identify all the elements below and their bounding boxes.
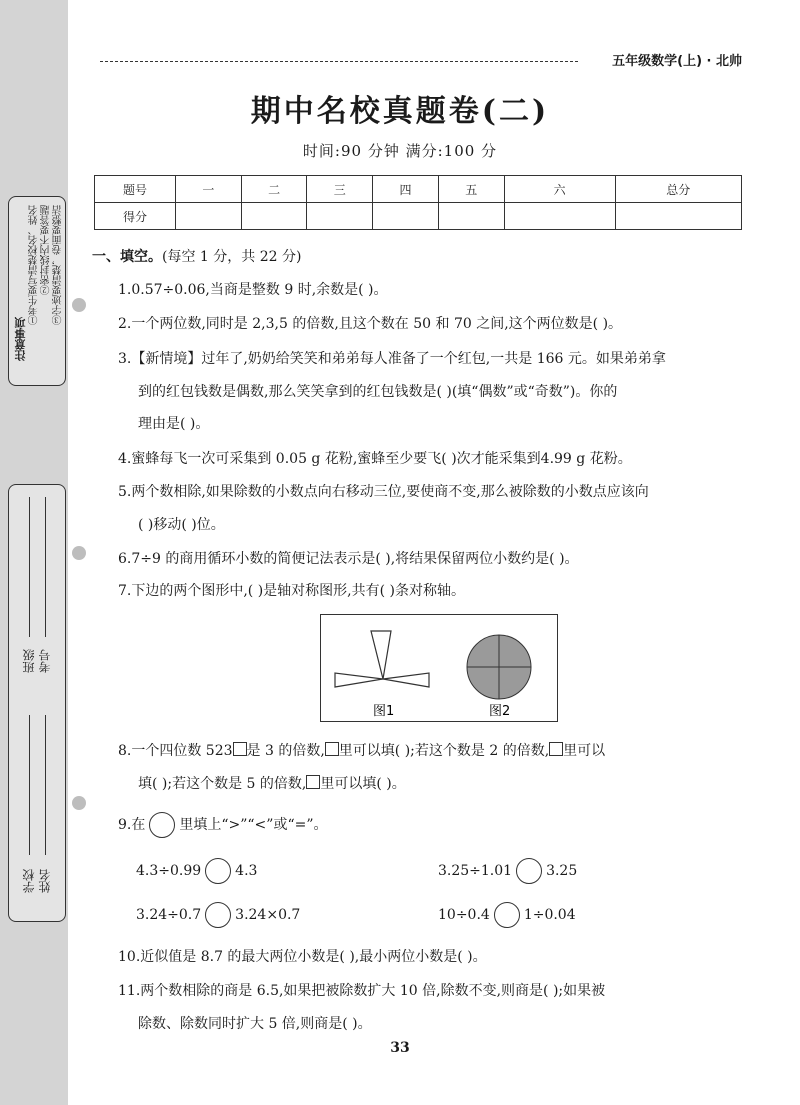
notice-title: 注意事项	[14, 317, 27, 361]
score-cell[interactable]	[176, 203, 242, 230]
answer-circle[interactable]	[205, 858, 231, 884]
q8-text: 里可以填( )。	[320, 776, 406, 792]
comparison-right: 4.3	[235, 863, 258, 879]
answer-circle[interactable]	[516, 858, 542, 884]
binding-hole	[72, 796, 86, 810]
class-line	[29, 497, 30, 637]
table-cell: 得分	[95, 203, 176, 230]
answer-circle[interactable]	[205, 902, 231, 928]
notice-line-2: ②密封线内不要答题	[41, 205, 52, 295]
comparison-right: 1÷0.04	[523, 907, 576, 923]
question-11-line-2: 除数、除数同时扩大 5 倍,则商是( )。	[138, 1016, 372, 1032]
comparison-4	[438, 902, 576, 928]
q9-text: 里填上“>”“<”或“=”。	[179, 817, 328, 833]
page-number: 33	[390, 1040, 410, 1056]
q9-text: 9.在	[118, 817, 146, 833]
section-title: 一、填空。	[92, 249, 162, 265]
blank-square[interactable]	[306, 775, 320, 789]
page-title: 期中名校真题卷(二)	[250, 94, 550, 129]
notice-line-3: ③字迹要清楚，卷面要整洁	[53, 205, 64, 325]
comparison-left: 3.25÷1.01	[438, 863, 513, 879]
table-cell: 六	[504, 176, 615, 203]
name-label: 姓名	[38, 869, 52, 893]
comparison-left: 4.3÷0.99	[136, 863, 202, 879]
question-5-line-2: ( )移动( )位。	[138, 517, 225, 533]
table-cell: 四	[373, 176, 439, 203]
question-10: 10.近似值是 8.7 的最大两位小数是( ),最小两位小数是( )。	[118, 949, 487, 965]
question-3-line-2: 到的红包钱数是偶数,那么笑笑拿到的红包钱数是( )(填“偶数”或“奇数”)。你的	[138, 384, 618, 400]
header-dashed-line	[100, 61, 578, 62]
question-11-line-1: 11.两个数相除的商是 6.5,如果把被除数扩大 10 倍,除数不变,则商是( );如果被	[118, 983, 606, 999]
q8-text: 是 3 的倍数,	[246, 743, 325, 759]
name-line	[45, 715, 46, 855]
q8-text: 里可以	[563, 743, 606, 759]
school-line	[29, 715, 30, 855]
blank-square[interactable]	[233, 742, 247, 756]
notice-line-1: ①考生要写清楚校名、姓名	[29, 205, 40, 325]
comparison-2	[438, 858, 577, 884]
number-label: 考号	[38, 649, 52, 673]
compare-circle	[149, 812, 175, 838]
symmetry-figures	[320, 614, 558, 722]
question-7: 7.下边的两个图形中,( )是轴对称图形,共有( )条对称轴。	[118, 583, 466, 599]
comparison-left: 3.24÷0.7	[136, 907, 202, 923]
question-8-line-2	[138, 773, 406, 793]
section-heading	[92, 246, 301, 266]
question-3-line-3: 理由是( )。	[138, 416, 210, 432]
comparison-right: 3.25	[546, 863, 578, 879]
section-note: (每空 1 分，共 22 分)	[162, 249, 302, 265]
blank-square[interactable]	[549, 742, 563, 756]
binding-hole	[72, 298, 86, 312]
binding-hole	[72, 546, 86, 560]
exam-info: 时间:90 分钟 满分:100 分	[302, 142, 498, 160]
question-1: 1.0.57÷0.06,当商是整数 9 时,余数是( )。	[118, 282, 388, 298]
grade-label: 五年级数学(上) · 北帅	[612, 54, 742, 69]
blank-square[interactable]	[325, 742, 339, 756]
score-cell[interactable]	[504, 203, 615, 230]
notice-box	[8, 196, 66, 386]
question-6: 6.7÷9 的商用循环小数的简便记法表示是( ),将结果保留两位小数约是( )。	[118, 551, 579, 567]
answer-circle[interactable]	[494, 902, 520, 928]
binding-sidebar	[0, 0, 68, 1105]
question-8-line-1	[118, 740, 605, 760]
number-line	[45, 497, 46, 637]
question-5-line-1: 5.两个数相除,如果除数的小数点向右移动三位,要使商不变,那么被除数的小数点应该向	[118, 484, 649, 500]
question-3-line-1: 3.【新情境】过年了,奶奶给笑笑和弟弟每人准备了一个红包,一共是 166 元。如果弟弟拿	[118, 351, 666, 367]
figure-2-label: 图2	[489, 704, 511, 719]
score-table-score-row	[95, 203, 742, 230]
question-9	[118, 812, 328, 838]
score-cell[interactable]	[241, 203, 307, 230]
figure-1-label: 图1	[373, 704, 395, 719]
table-cell: 一	[176, 176, 242, 203]
figure-1-shape	[335, 631, 429, 687]
table-cell: 总分	[615, 176, 741, 203]
score-table-header-row	[95, 176, 742, 203]
question-4: 4.蜜蜂每飞一次可采集到 0.05 g 花粉,蜜蜂至少要飞( )次才能采集到4.99 g 花粉。	[118, 451, 632, 467]
table-cell: 题号	[95, 176, 176, 203]
student-info-box	[8, 484, 66, 922]
score-cell[interactable]	[438, 203, 504, 230]
comparison-3	[136, 902, 300, 928]
table-cell: 二	[241, 176, 307, 203]
class-label: 班级	[22, 649, 36, 673]
comparison-right: 3.24×0.7	[235, 907, 301, 923]
table-cell: 五	[438, 176, 504, 203]
score-cell[interactable]	[373, 203, 439, 230]
q8-text: 填( );若这个数是 5 的倍数,	[138, 776, 307, 792]
q8-text: 8.一个四位数 523	[118, 743, 233, 759]
figures-svg	[321, 615, 557, 721]
school-label: 学校	[22, 869, 36, 893]
score-cell[interactable]	[615, 203, 741, 230]
comparison-1	[136, 858, 257, 884]
question-2: 2.一个两位数,同时是 2,3,5 的倍数,且这个数在 50 和 70 之间,这个两位数是( )。	[118, 316, 623, 332]
score-cell[interactable]	[307, 203, 373, 230]
comparison-left: 10÷0.4	[438, 907, 490, 923]
table-cell: 三	[307, 176, 373, 203]
figure-2-pinwheel	[467, 635, 531, 699]
q8-text: 里可以填( );若这个数是 2 的倍数,	[338, 743, 550, 759]
score-table	[94, 175, 742, 230]
